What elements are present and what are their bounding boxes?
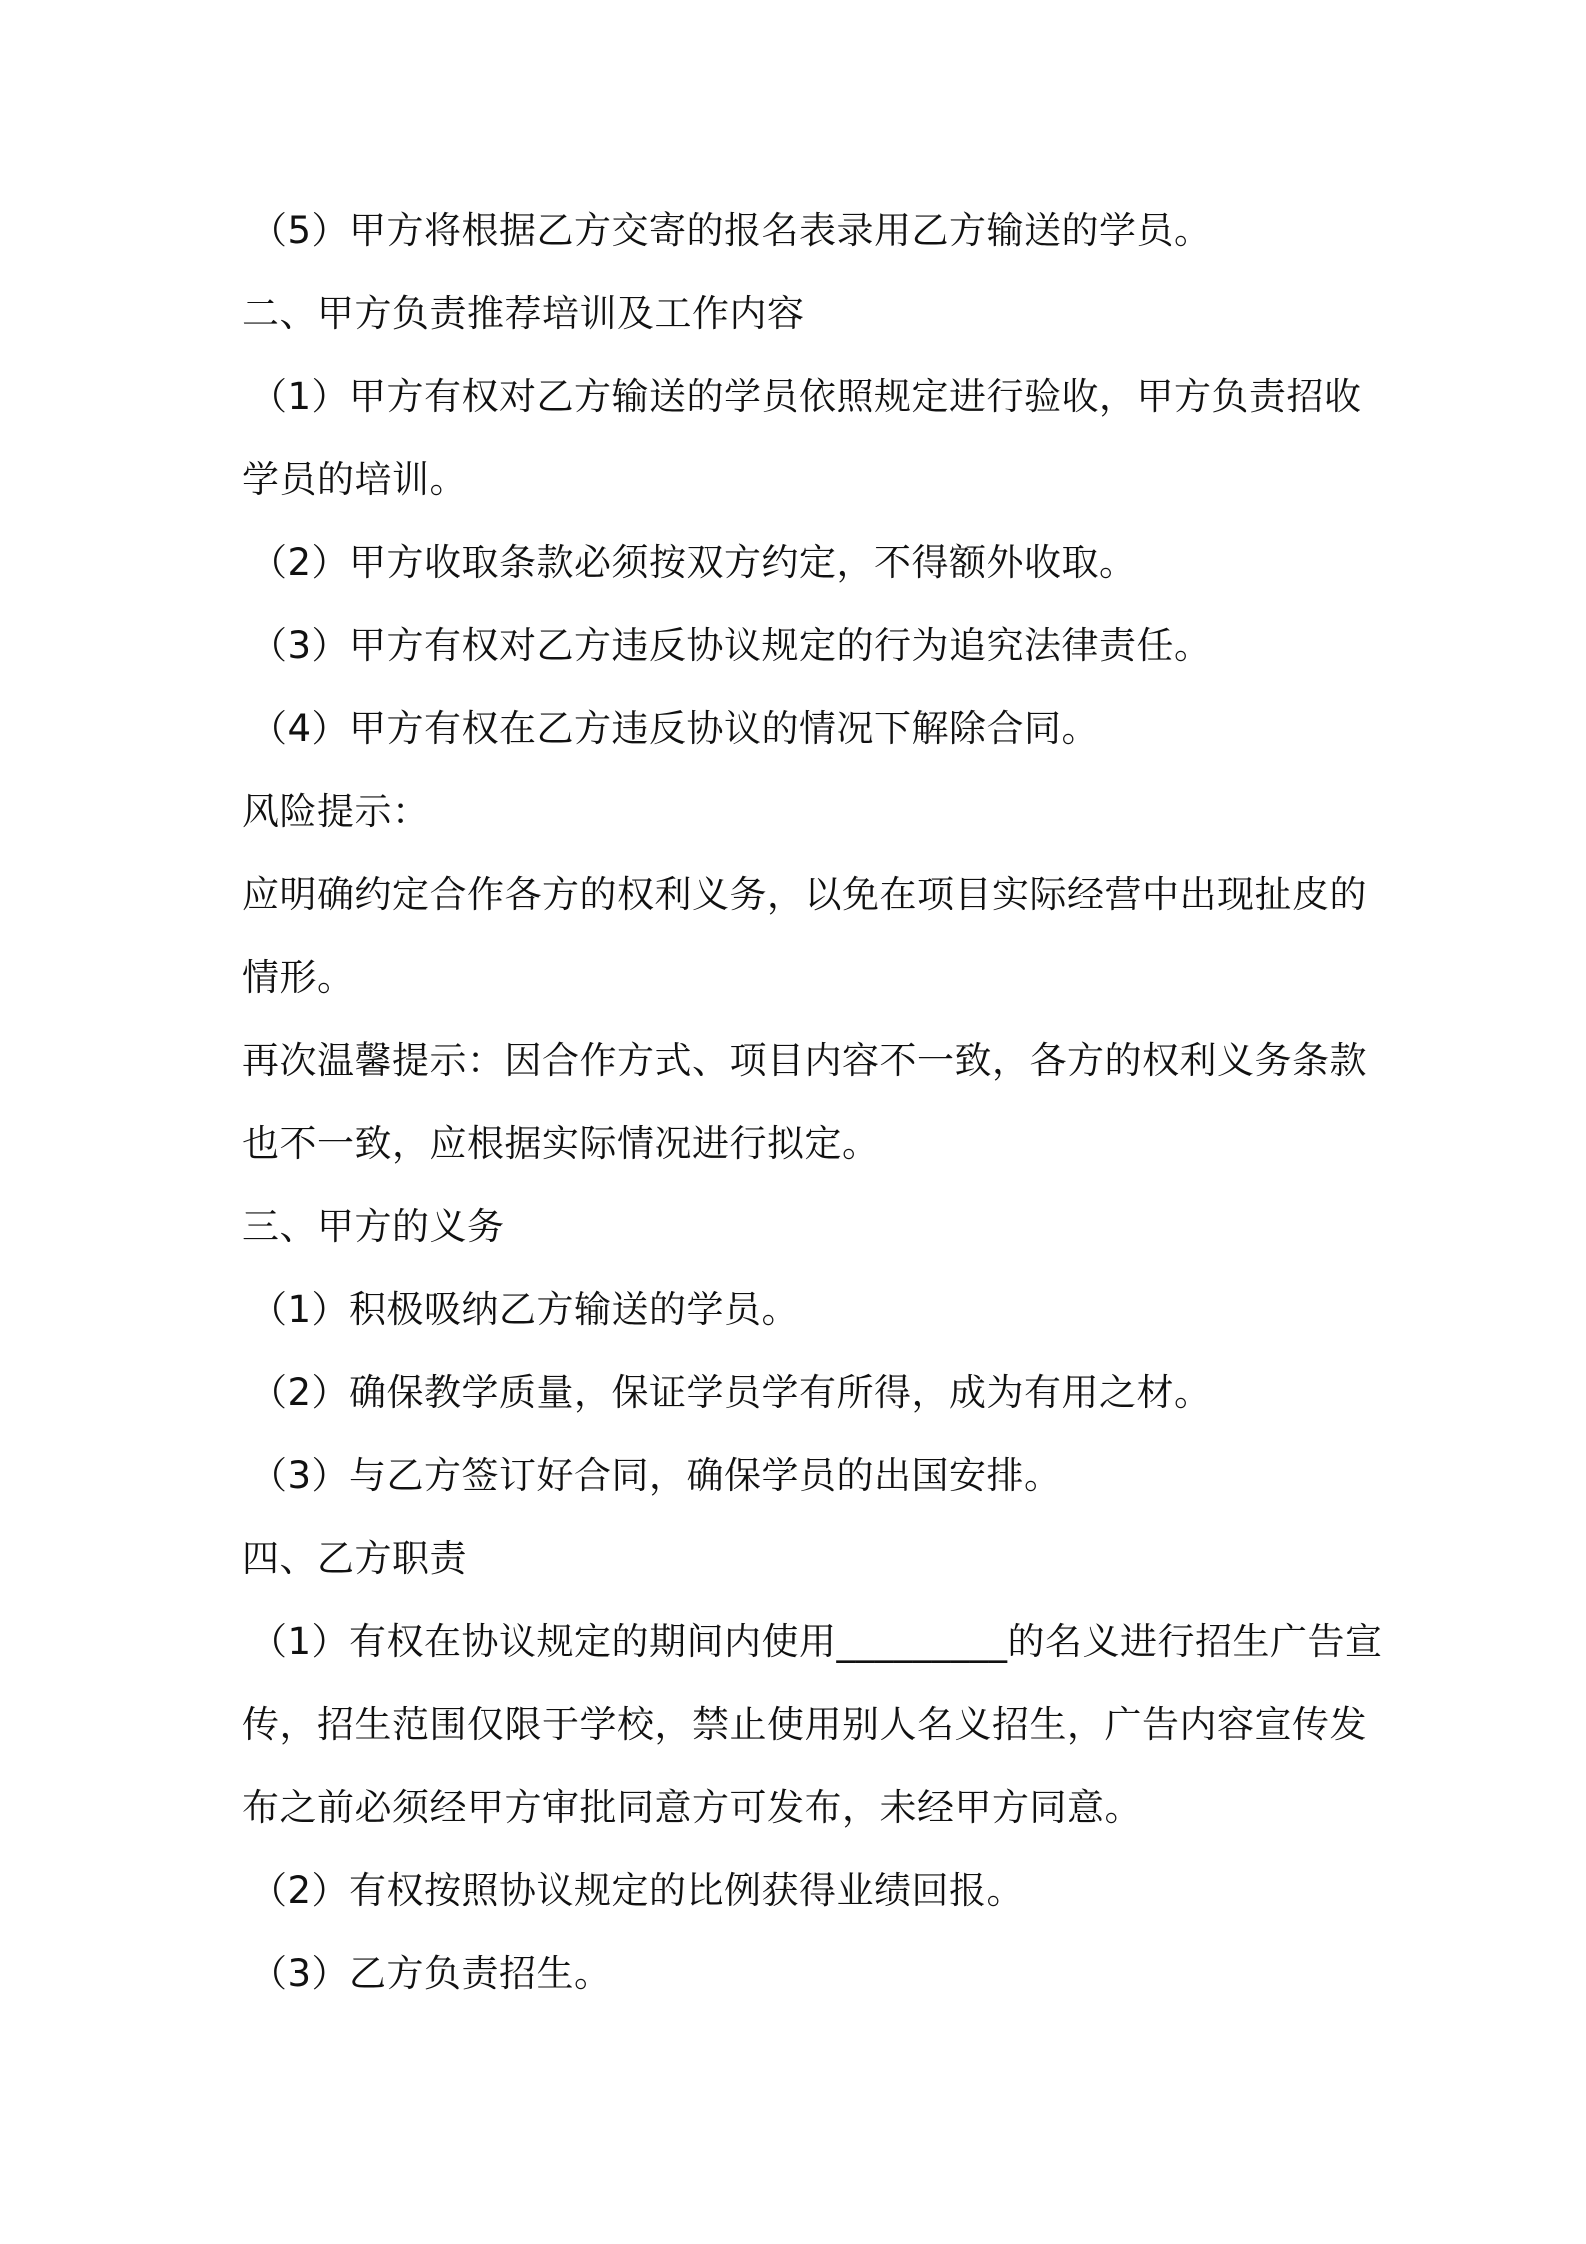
reminder-line-2: 也不一致，应根据实际情况进行拟定。	[242, 1122, 880, 1165]
clause-b-3: （3）甲方有权对乙方违反协议规定的行为追究法律责任。	[250, 624, 1212, 667]
section-heading-3: 三、甲方的义务	[242, 1205, 505, 1248]
risk-tip-line-1: 应明确约定合作各方的权利义务，以免在项目实际经营中出现扯皮的	[242, 873, 1367, 916]
clause-b-1-line-1: （1）甲方有权对乙方输送的学员依照规定进行验收，甲方负责招收	[250, 375, 1362, 418]
clause-b-1-line-2: 学员的培训。	[242, 458, 467, 501]
clause-d-2: （2）有权按照协议规定的比例获得业绩回报。	[250, 1869, 1025, 1912]
clause-c-3: （3）与乙方签订好合同，确保学员的出国安排。	[250, 1454, 1062, 1497]
clause-c-2: （2）确保教学质量，保证学员学有所得，成为有用之材。	[250, 1371, 1212, 1414]
clause-c-1: （1）积极吸纳乙方输送的学员。	[250, 1288, 800, 1331]
clause-b-4: （4）甲方有权在乙方违反协议的情况下解除合同。	[250, 707, 1100, 750]
clause-b-2: （2）甲方收取条款必须按双方约定，不得额外收取。	[250, 541, 1137, 584]
risk-tip-line-2: 情形。	[242, 956, 355, 999]
clause-d-1-line-2: 传，招生范围仅限于学校，禁止使用别人名义招生，广告内容宣传发	[242, 1703, 1367, 1746]
clause-d-3: （3）乙方负责招生。	[250, 1952, 612, 1995]
reminder-line-1: 再次温馨提示：因合作方式、项目内容不一致，各方的权利义务条款	[242, 1039, 1367, 1082]
clause-d-1-line-3: 布之前必须经甲方审批同意方可发布，未经甲方同意。	[242, 1786, 1142, 1829]
section-heading-2: 二、甲方负责推荐培训及工作内容	[242, 292, 805, 335]
clause-d-1-line-1: （1）有权在协议规定的期间内使用_________的名义进行招生广告宣	[250, 1620, 1383, 1663]
risk-tip-heading: 风险提示：	[242, 790, 430, 833]
section-heading-4: 四、乙方职责	[242, 1537, 467, 1580]
clause-a-5: （5）甲方将根据乙方交寄的报名表录用乙方输送的学员。	[250, 209, 1212, 252]
